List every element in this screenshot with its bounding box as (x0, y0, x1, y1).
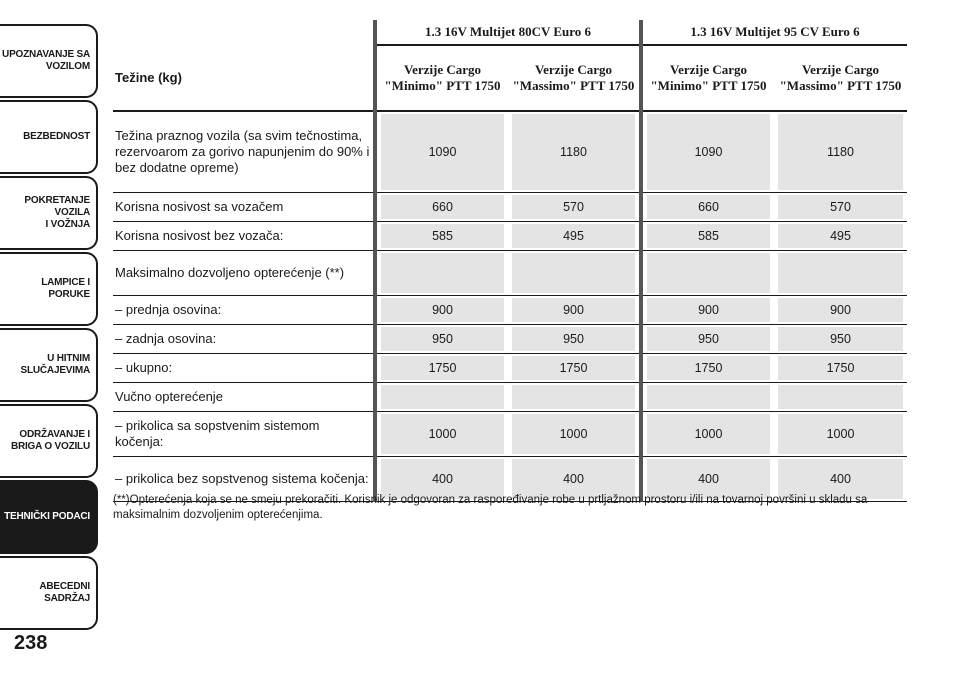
value-cell (508, 296, 641, 325)
value-cell (375, 383, 508, 412)
value-text: 1000 (512, 414, 635, 454)
row-label: Korisna nosivost bez vozača: (113, 222, 375, 251)
page-number: 238 (14, 632, 48, 654)
value-text: 400 (512, 459, 635, 499)
table-row (113, 251, 907, 296)
value-cell (774, 325, 907, 354)
value-cell (641, 193, 774, 222)
value-cell (508, 412, 641, 457)
value-cell (641, 354, 774, 383)
value-text: 900 (647, 298, 770, 322)
value-cell (774, 251, 907, 296)
value-cell (375, 193, 508, 222)
footnote-marker: (**) (113, 494, 130, 506)
column-header: Verzije Cargo "Minimo" PTT 1750 (641, 45, 774, 111)
engine-group-row (113, 20, 907, 45)
table-row (113, 296, 907, 325)
value-text: 950 (512, 327, 635, 351)
value-text: 1180 (778, 114, 903, 190)
tab-bezbednost[interactable]: BEZBEDNOST (0, 100, 98, 174)
value-cell (375, 251, 508, 296)
footnote (113, 493, 903, 523)
table-row (113, 383, 907, 412)
value-cell (641, 296, 774, 325)
engine-group-header: 1.3 16V Multijet 80CV Euro 6 (375, 20, 641, 45)
value-cell (774, 354, 907, 383)
value-cell (774, 111, 907, 193)
value-cell (641, 111, 774, 193)
value-text: 1180 (512, 114, 635, 190)
tab-upoznavanje[interactable]: UPOZNAVANJE SA VOZILOM (0, 24, 98, 98)
value-cell (641, 222, 774, 251)
value-text (381, 385, 504, 409)
value-text: 495 (778, 224, 903, 248)
tab-hitni-slucajevi[interactable]: U HITNIM SLUČAJEVIMA (0, 328, 98, 402)
value-cell (508, 111, 641, 193)
value-text: 400 (381, 459, 504, 499)
value-cell (375, 222, 508, 251)
tab-odrzavanje[interactable]: ODRŽAVANJE I BRIGA O VOZILU (0, 404, 98, 478)
value-text: 585 (647, 224, 770, 248)
empty-corner (113, 20, 375, 45)
value-cell (641, 251, 774, 296)
value-text: 1000 (381, 414, 504, 454)
value-cell (508, 325, 641, 354)
value-text: 900 (778, 298, 903, 322)
value-cell (375, 111, 508, 193)
value-text: 900 (381, 298, 504, 322)
value-text: 1090 (647, 114, 770, 190)
value-text: 660 (381, 195, 504, 219)
value-cell (375, 325, 508, 354)
value-text (647, 253, 770, 293)
tab-lampice[interactable]: LAMPICE I PORUKE (0, 252, 98, 326)
value-cell (508, 193, 641, 222)
table-row (113, 111, 907, 193)
value-cell (774, 193, 907, 222)
row-label: – zadnja osovina: (113, 325, 375, 354)
value-cell (508, 383, 641, 412)
value-text (778, 385, 903, 409)
value-text: 1750 (647, 356, 770, 380)
value-cell (774, 383, 907, 412)
value-cell (375, 354, 508, 383)
row-label: – prikolica sa sopstvenim sistemom kočenja: (113, 412, 375, 457)
value-text: 950 (778, 327, 903, 351)
column-header: Verzije Cargo "Massimo" PTT 1750 (508, 45, 641, 111)
value-text (381, 253, 504, 293)
value-cell (641, 325, 774, 354)
row-label: Vučno opterećenje (113, 383, 375, 412)
value-cell (774, 222, 907, 251)
value-text: 950 (647, 327, 770, 351)
row-label: – prednja osovina: (113, 296, 375, 325)
value-cell (375, 412, 508, 457)
value-cell (508, 222, 641, 251)
row-label: Težina praznog vozila (sa svim tečnostima, rezervoarom za gorivo napunjenim do 90% i bez dodatne opreme) (113, 111, 375, 193)
value-text (512, 385, 635, 409)
chapter-sidebar (0, 0, 100, 678)
value-text (647, 385, 770, 409)
table-row (113, 354, 907, 383)
engine-group-header: 1.3 16V Multijet 95 CV Euro 6 (641, 20, 907, 45)
value-text: 570 (512, 195, 635, 219)
value-cell (774, 412, 907, 457)
value-text: 570 (778, 195, 903, 219)
value-text: 400 (647, 459, 770, 499)
weights-table-container (113, 20, 907, 502)
row-label: Korisna nosivost sa vozačem (113, 193, 375, 222)
value-text: 1750 (778, 356, 903, 380)
value-text: 1750 (381, 356, 504, 380)
value-cell (641, 412, 774, 457)
value-text: 585 (381, 224, 504, 248)
table-row (113, 325, 907, 354)
value-text: 1750 (512, 356, 635, 380)
value-text: 400 (778, 459, 903, 499)
footnote-text: Opterećenja koja se ne smeju prekoračiti. Korisnik je odgovoran za raspoređivanje robe u prtljažnom prostoru i/ili na tovarnoj površini u skladu sa maksimalnim dozvoljenim opterećenjima. (113, 494, 868, 521)
tab-pokretanje[interactable]: POKRETANJE VOZILA I VOŽNJA (0, 176, 98, 250)
value-cell (375, 296, 508, 325)
value-text: 950 (381, 327, 504, 351)
value-text: 900 (512, 298, 635, 322)
weights-table (113, 20, 907, 502)
value-cell (508, 354, 641, 383)
table-row (113, 412, 907, 457)
row-label: – prikolica bez sopstvenog sistema kočenja: (113, 457, 375, 502)
value-text: 1090 (381, 114, 504, 190)
table-row (113, 193, 907, 222)
value-cell (641, 383, 774, 412)
tab-abecedni-sadrzaj[interactable]: ABECEDNI SADRŽAJ (0, 556, 98, 630)
value-text (778, 253, 903, 293)
value-cell (508, 251, 641, 296)
value-text: 1000 (778, 414, 903, 454)
row-label: Maksimalno dozvoljeno opterećenje (**) (113, 251, 375, 296)
column-header: Verzije Cargo "Minimo" PTT 1750 (375, 45, 508, 111)
row-header-label: Težine (kg) (113, 45, 375, 111)
row-label: – ukupno: (113, 354, 375, 383)
value-text: 495 (512, 224, 635, 248)
column-header: Verzije Cargo "Massimo" PTT 1750 (774, 45, 907, 111)
version-header-row (113, 45, 907, 111)
value-text: 1000 (647, 414, 770, 454)
tab-tehnicki-podaci[interactable]: TEHNIČKI PODACI (0, 480, 98, 554)
table-row (113, 222, 907, 251)
value-text (512, 253, 635, 293)
value-cell (774, 296, 907, 325)
value-text: 660 (647, 195, 770, 219)
